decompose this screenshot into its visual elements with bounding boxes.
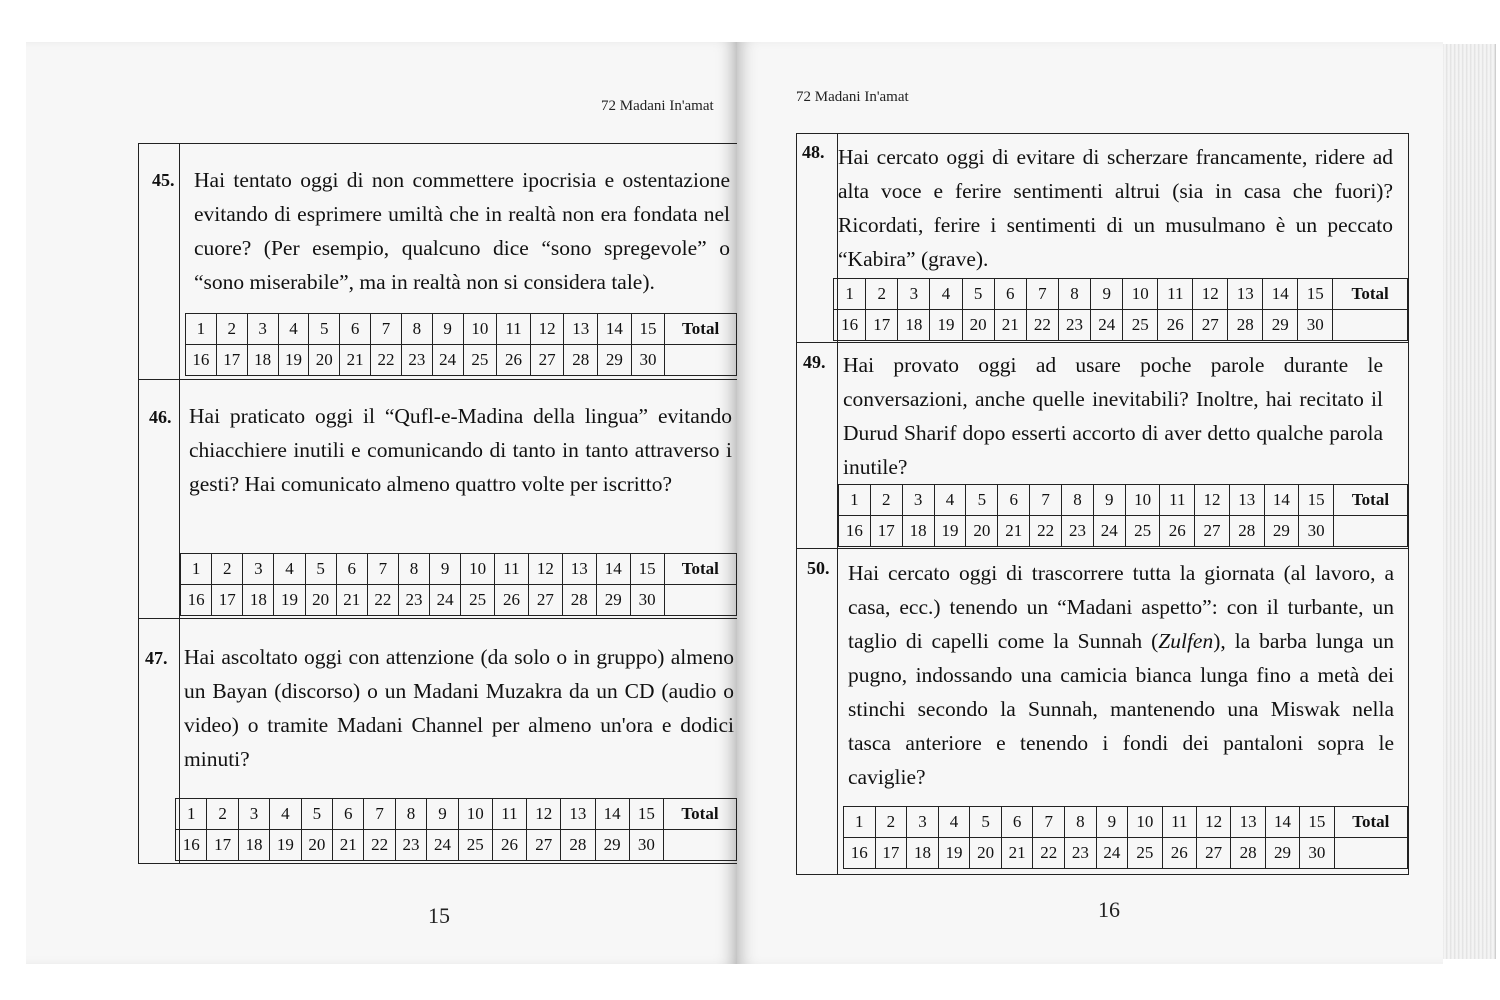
- left-questions-table: [138, 143, 737, 864]
- day-cell: 10: [458, 799, 492, 830]
- day-cell: 18: [898, 310, 930, 341]
- day-cell: 25: [463, 345, 497, 376]
- day-cell: 12: [1193, 279, 1228, 310]
- day-cell: 20: [970, 838, 1002, 869]
- day-cell: 24: [432, 345, 463, 376]
- total-header: Total: [1333, 279, 1408, 310]
- day-cell: 22: [367, 585, 398, 616]
- day-cell: 2: [207, 799, 238, 830]
- total-cell: [663, 830, 736, 861]
- question-text: [848, 556, 1394, 794]
- question-text-italic: Zulfen: [1158, 629, 1214, 653]
- day-cell: 30: [1298, 310, 1333, 341]
- day-cell: 7: [1033, 807, 1065, 838]
- day-cell: 9: [1091, 279, 1123, 310]
- day-cell: 26: [495, 585, 529, 616]
- question-number: 48.: [802, 142, 825, 162]
- day-cell: 12: [528, 554, 562, 585]
- day-cell: 30: [1300, 838, 1334, 869]
- day-cell: 2: [875, 807, 907, 838]
- day-cell: 27: [530, 345, 564, 376]
- day-cell: 5: [970, 807, 1002, 838]
- day-cell: 16: [834, 310, 866, 341]
- day-cell: 14: [595, 799, 629, 830]
- day-cell: 20: [966, 516, 998, 547]
- day-cell: 18: [247, 345, 278, 376]
- day-cell: 29: [596, 585, 630, 616]
- day-cell: 10: [463, 314, 497, 345]
- day-cell: 16: [186, 345, 217, 376]
- day-cell: 19: [274, 585, 305, 616]
- day-cell: 26: [1160, 516, 1195, 547]
- day-cell: 4: [938, 807, 970, 838]
- day-cell: 20: [962, 310, 994, 341]
- day-cell: 10: [1125, 485, 1160, 516]
- day-cell: 28: [562, 585, 596, 616]
- day-cell: 9: [1093, 485, 1125, 516]
- day-cell: 4: [274, 554, 305, 585]
- day-cell: 7: [364, 799, 395, 830]
- day-cell: 16: [839, 516, 871, 547]
- day-cell: 23: [398, 585, 429, 616]
- day-cell: 6: [998, 485, 1030, 516]
- question-entry-49: [797, 342, 1408, 549]
- day-cell: 26: [492, 830, 526, 861]
- day-cell: 14: [596, 554, 630, 585]
- day-cell: 27: [1195, 516, 1230, 547]
- day-cell: 17: [207, 830, 238, 861]
- total-cell: [1334, 838, 1407, 869]
- day-cell: 22: [364, 830, 395, 861]
- day-cell: 1: [186, 314, 217, 345]
- day-cell: 29: [1265, 838, 1299, 869]
- day-cell: 4: [934, 485, 966, 516]
- day-cell: 24: [430, 585, 461, 616]
- day-cell: 13: [564, 314, 598, 345]
- day-tracker: [180, 553, 737, 616]
- day-cell: 19: [934, 516, 966, 547]
- day-cell: 10: [1123, 279, 1158, 310]
- day-cell: 17: [875, 838, 907, 869]
- total-cell: [664, 585, 736, 616]
- question-text-part: ), la barba lunga un pugno, indossando una camicia bianca lunga fino a metà dei stinchi secondo la Sunnah, mantenendo una Miswak nella tasca anteriore e tenendo i fondi dei pantaloni sopra le caviglie?: [848, 629, 1394, 789]
- day-cell: 7: [367, 554, 398, 585]
- day-cell: 11: [495, 554, 529, 585]
- question-entry-46: [139, 379, 737, 619]
- day-cell: 15: [629, 799, 663, 830]
- day-cell: 3: [898, 279, 930, 310]
- day-cell: 21: [333, 830, 364, 861]
- day-cell: 1: [181, 554, 212, 585]
- question-number: 47.: [145, 648, 168, 668]
- day-cell: 16: [181, 585, 212, 616]
- day-tracker: [833, 278, 1408, 341]
- day-cell: 18: [243, 585, 274, 616]
- day-cell: 21: [998, 516, 1030, 547]
- day-cell: 7: [371, 314, 402, 345]
- question-number: 46.: [149, 407, 172, 427]
- day-cell: 17: [212, 585, 243, 616]
- day-cell: 15: [1299, 485, 1334, 516]
- day-cell: 6: [340, 314, 371, 345]
- day-cell: 11: [492, 799, 526, 830]
- day-cell: 22: [1026, 310, 1058, 341]
- day-cell: 1: [839, 485, 871, 516]
- day-cell: 7: [1026, 279, 1058, 310]
- day-cell: 13: [1228, 279, 1263, 310]
- day-cell: 3: [907, 807, 939, 838]
- day-cell: 18: [238, 830, 269, 861]
- day-cell: 13: [561, 799, 595, 830]
- day-cell: 27: [1196, 838, 1230, 869]
- day-cell: 30: [630, 585, 664, 616]
- day-cell: 17: [866, 310, 898, 341]
- running-head-right: 72 Madani In'amat: [796, 89, 909, 105]
- day-cell: 10: [461, 554, 495, 585]
- day-cell: 30: [1299, 516, 1334, 547]
- day-cell: 23: [1062, 516, 1094, 547]
- day-cell: 28: [564, 345, 598, 376]
- day-cell: 17: [870, 516, 902, 547]
- day-cell: 15: [630, 554, 664, 585]
- day-cell: 30: [631, 345, 665, 376]
- page-number-left: 15: [428, 903, 450, 928]
- day-cell: 27: [528, 585, 562, 616]
- day-cell: 19: [930, 310, 962, 341]
- question-entry-45: [139, 144, 737, 380]
- question-entry-50: [797, 548, 1408, 874]
- day-cell: 28: [1231, 838, 1265, 869]
- day-cell: 3: [902, 485, 934, 516]
- day-cell: 15: [1300, 807, 1334, 838]
- day-cell: 2: [866, 279, 898, 310]
- day-cell: 6: [336, 554, 367, 585]
- day-cell: 28: [561, 830, 595, 861]
- day-cell: 25: [1123, 310, 1158, 341]
- question-text: Hai provato oggi ad usare poche parole durante le conversazioni, anche quelle inevitabili? Inoltre, hai recitato il Durud Sharif dopo esserti accorto di aver detto qualche parola inutile?: [843, 353, 1383, 479]
- day-cell: 2: [870, 485, 902, 516]
- day-cell: 14: [1265, 807, 1299, 838]
- day-cell: 1: [844, 807, 876, 838]
- day-cell: 25: [458, 830, 492, 861]
- day-cell: 8: [401, 314, 432, 345]
- day-cell: 10: [1128, 807, 1162, 838]
- page-edges: [1443, 44, 1496, 959]
- day-cell: 23: [1058, 310, 1090, 341]
- number-column: [797, 134, 838, 342]
- day-cell: 30: [629, 830, 663, 861]
- day-cell: 16: [176, 830, 207, 861]
- day-cell: 12: [530, 314, 564, 345]
- day-cell: 17: [216, 345, 247, 376]
- day-cell: 19: [938, 838, 970, 869]
- day-cell: 9: [427, 799, 458, 830]
- question-entry-48: [797, 134, 1408, 343]
- day-cell: 21: [336, 585, 367, 616]
- day-cell: 1: [176, 799, 207, 830]
- day-cell: 4: [930, 279, 962, 310]
- question-number: 50.: [807, 558, 830, 578]
- day-tracker: [175, 798, 737, 861]
- day-cell: 5: [301, 799, 332, 830]
- day-cell: 19: [278, 345, 309, 376]
- day-cell: 13: [562, 554, 596, 585]
- total-header: Total: [665, 314, 737, 345]
- day-cell: 7: [1030, 485, 1062, 516]
- day-cell: 29: [1263, 310, 1298, 341]
- day-cell: 22: [371, 345, 402, 376]
- day-cell: 8: [1058, 279, 1090, 310]
- day-cell: 28: [1229, 516, 1264, 547]
- day-cell: 25: [461, 585, 495, 616]
- day-tracker: [838, 484, 1408, 547]
- day-cell: 11: [1162, 807, 1196, 838]
- day-cell: 20: [301, 830, 332, 861]
- day-cell: 15: [1298, 279, 1333, 310]
- day-cell: 3: [247, 314, 278, 345]
- question-text: Hai praticato oggi il “Qufl-e-Madina della lingua” evitando chiacchiere inutili e comunicando di tanto in tanto attraverso i gesti? Hai comunicato almeno quattro volte per iscritto?: [189, 404, 732, 496]
- day-cell: 3: [238, 799, 269, 830]
- day-cell: 23: [401, 345, 432, 376]
- day-cell: 11: [1158, 279, 1193, 310]
- day-cell: 6: [1001, 807, 1033, 838]
- day-cell: 22: [1033, 838, 1065, 869]
- day-cell: 20: [305, 585, 336, 616]
- question-number: 45.: [152, 170, 175, 190]
- day-cell: 26: [497, 345, 531, 376]
- day-cell: 23: [1065, 838, 1097, 869]
- question-entry-47: [139, 618, 737, 863]
- question-text: Hai cercato oggi di evitare di scherzare francamente, ridere ad alta voce e ferire sentimenti altrui (sia in casa che fuori)? Ricordati, ferire i sentimenti di un musulmano è un peccato “Kabira” (grave).: [838, 145, 1393, 271]
- day-cell: 18: [902, 516, 934, 547]
- day-cell: 21: [994, 310, 1026, 341]
- day-cell: 25: [1128, 838, 1162, 869]
- day-cell: 5: [962, 279, 994, 310]
- day-cell: 12: [527, 799, 561, 830]
- day-cell: 16: [844, 838, 876, 869]
- day-cell: 21: [1001, 838, 1033, 869]
- question-text: Hai tentato oggi di non commettere ipocrisia e ostentazione evitando di esprimere umiltà che in realtà non era fondata nel cuore? (Per esempio, qualcuno dice “sono spregevole” o “sono miserabile”, ma in realtà non si considera tale).: [194, 168, 730, 294]
- day-cell: 1: [834, 279, 866, 310]
- day-cell: 4: [270, 799, 301, 830]
- day-cell: 14: [1263, 279, 1298, 310]
- day-cell: 14: [598, 314, 632, 345]
- day-cell: 6: [333, 799, 364, 830]
- number-column: [797, 548, 838, 874]
- day-cell: 9: [430, 554, 461, 585]
- day-cell: 14: [1264, 485, 1299, 516]
- day-cell: 26: [1158, 310, 1193, 341]
- question-number: 49.: [803, 352, 826, 372]
- total-cell: [1333, 310, 1408, 341]
- day-cell: 2: [216, 314, 247, 345]
- day-cell: 5: [305, 554, 336, 585]
- day-cell: 21: [340, 345, 371, 376]
- day-cell: 22: [1030, 516, 1062, 547]
- day-cell: 5: [309, 314, 340, 345]
- day-cell: 29: [598, 345, 632, 376]
- day-cell: 13: [1231, 807, 1265, 838]
- day-cell: 27: [527, 830, 561, 861]
- day-cell: 28: [1228, 310, 1263, 341]
- day-cell: 19: [270, 830, 301, 861]
- day-cell: 29: [595, 830, 629, 861]
- day-cell: 23: [395, 830, 426, 861]
- page-number-right: 16: [1098, 897, 1120, 922]
- question-text: Hai ascoltato oggi con attenzione (da solo o in gruppo) almeno un Bayan (discorso) o un Madani Muzakra da un CD (audio o video) o tramite Madani Channel per almeno un'ora e dodici minuti?: [184, 645, 734, 771]
- day-tracker: [185, 313, 737, 376]
- running-head-left: 72 Madani In'amat: [601, 98, 714, 114]
- day-cell: 12: [1195, 485, 1230, 516]
- day-cell: 6: [994, 279, 1026, 310]
- day-cell: 24: [1091, 310, 1123, 341]
- right-questions-table: [796, 133, 1409, 875]
- day-cell: 20: [309, 345, 340, 376]
- day-cell: 24: [427, 830, 458, 861]
- day-cell: 3: [243, 554, 274, 585]
- day-cell: 8: [1062, 485, 1094, 516]
- day-cell: 26: [1162, 838, 1196, 869]
- day-cell: 5: [966, 485, 998, 516]
- total-header: Total: [1333, 485, 1407, 516]
- total-header: Total: [664, 554, 736, 585]
- day-cell: 29: [1264, 516, 1299, 547]
- day-cell: 8: [395, 799, 426, 830]
- day-cell: 24: [1096, 838, 1128, 869]
- total-cell: [665, 345, 737, 376]
- day-cell: 9: [1096, 807, 1128, 838]
- day-cell: 9: [432, 314, 463, 345]
- day-cell: 4: [278, 314, 309, 345]
- day-cell: 15: [631, 314, 665, 345]
- day-cell: 25: [1125, 516, 1160, 547]
- day-cell: 2: [212, 554, 243, 585]
- total-header: Total: [1334, 807, 1407, 838]
- day-cell: 27: [1193, 310, 1228, 341]
- question-text-part: Hai cercato oggi di trascorrere tutta la giornata (al lavoro, a casa, ecc.) tenendo un “Madani aspetto”: con il turbante, un taglio di capelli come la Sunnah (: [848, 561, 1394, 653]
- total-header: Total: [663, 799, 736, 830]
- day-cell: 13: [1229, 485, 1264, 516]
- day-tracker: [843, 806, 1408, 869]
- day-cell: 8: [1065, 807, 1097, 838]
- day-cell: 11: [497, 314, 531, 345]
- day-cell: 11: [1160, 485, 1195, 516]
- day-cell: 8: [398, 554, 429, 585]
- day-cell: 18: [907, 838, 939, 869]
- day-cell: 12: [1196, 807, 1230, 838]
- day-cell: 24: [1093, 516, 1125, 547]
- total-cell: [1333, 516, 1407, 547]
